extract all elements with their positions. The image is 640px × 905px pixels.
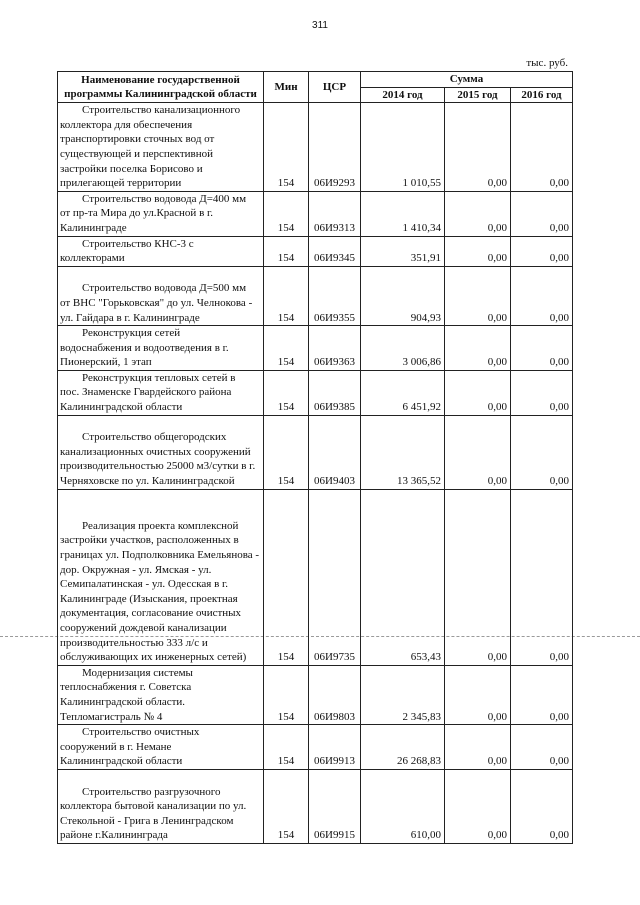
program-name-cell	[58, 191, 264, 236]
min-cell: 154	[264, 415, 309, 489]
amount-2015-cell: 0,00	[445, 326, 511, 371]
header-sum: Сумма	[361, 72, 573, 88]
header-min: Мин	[264, 72, 309, 103]
amount-2014-cell: 904,93	[361, 266, 445, 325]
program-name-line	[60, 490, 261, 505]
program-name-line: Строительство водовода Д=400 мм	[82, 192, 247, 205]
min-cell: 154	[264, 769, 309, 843]
program-name-line: Калининграде (Изыскания, проектная	[60, 592, 238, 605]
csr-cell: 06И9293	[309, 103, 361, 192]
program-name-cell	[58, 489, 264, 665]
program-name-line: районе г.Калининграда	[60, 829, 168, 842]
table-row	[58, 370, 573, 415]
program-name-line: документация, согласование очистных	[60, 607, 242, 620]
table-row	[58, 103, 573, 192]
amount-2016-cell: 0,00	[511, 326, 573, 371]
amount-2014-cell: 1 010,55	[361, 103, 445, 192]
amount-2016-cell: 0,00	[511, 489, 573, 665]
program-name-line: коллекторами	[60, 252, 125, 265]
amount-2016-cell: 0,00	[511, 725, 573, 770]
program-name-line	[60, 770, 261, 785]
min-cell: 154	[264, 370, 309, 415]
amount-2015-cell: 0,00	[445, 665, 511, 724]
amount-2015-cell: 0,00	[445, 769, 511, 843]
program-name-line: теплоснабжения г. Советска	[60, 681, 192, 694]
program-name-line: сооружений дождевой канализации	[60, 621, 227, 634]
program-name-line: Тепломагистраль № 4	[60, 710, 163, 723]
program-name-line: коллектора бытовой канализации по ул.	[60, 800, 247, 813]
program-name-cell	[58, 370, 264, 415]
program-name-line: Черняховске по ул. Калининградской	[60, 475, 235, 488]
program-name-line: от пр-та Мира до ул.Красной в г.	[60, 207, 214, 220]
program-name-line: застройки участков, расположенных в	[60, 534, 239, 547]
header-2016: 2016 год	[511, 87, 573, 103]
min-cell: 154	[264, 326, 309, 371]
program-name-line: Реконструкция сетей	[82, 327, 181, 340]
program-name-cell	[58, 725, 264, 770]
program-name-line: границах ул. Подполковника Емельянова -	[60, 549, 260, 561]
csr-cell: 06И9803	[309, 665, 361, 724]
program-name-line: Строительство канализационного	[82, 104, 241, 117]
csr-cell: 06И9915	[309, 769, 361, 843]
program-name-line: Реконструкция тепловых сетей в	[82, 371, 236, 384]
min-cell: 154	[264, 489, 309, 665]
program-name-line: Строительство разгрузочного	[82, 785, 221, 798]
table-row	[58, 725, 573, 770]
amount-2015-cell: 0,00	[445, 725, 511, 770]
amount-2014-cell: 3 006,86	[361, 326, 445, 371]
program-name-line: пос. Знаменске Гвардейского района	[60, 386, 232, 399]
amount-2016-cell: 0,00	[511, 415, 573, 489]
program-name-cell	[58, 326, 264, 371]
csr-cell: 06И9913	[309, 725, 361, 770]
program-name-cell	[58, 236, 264, 266]
amount-2014-cell: 2 345,83	[361, 665, 445, 724]
program-name-line: дор. Окружная - ул. Ямская - ул.	[60, 563, 212, 576]
program-name-line: Стекольной - Грига в Ленинградском	[60, 814, 234, 827]
program-name-line: сооружений в г. Немане	[60, 740, 172, 753]
program-name-line: Строительство очистных	[82, 726, 200, 739]
amount-2014-cell: 610,00	[361, 769, 445, 843]
csr-cell: 06И9313	[309, 191, 361, 236]
program-name-line	[60, 416, 261, 431]
csr-cell: 06И9403	[309, 415, 361, 489]
program-name-cell	[58, 266, 264, 325]
csr-cell: 06И9355	[309, 266, 361, 325]
table-row	[58, 326, 573, 371]
csr-cell: 06И9735	[309, 489, 361, 665]
program-name-line	[60, 504, 261, 519]
amount-2014-cell: 26 268,83	[361, 725, 445, 770]
program-name-line: коллектора для обеспечения	[60, 118, 193, 131]
header-2014: 2014 год	[361, 87, 445, 103]
units-label: тыс. руб.	[526, 57, 568, 69]
program-name-line: Реализация проекта комплексной	[82, 519, 239, 532]
program-name-cell	[58, 103, 264, 192]
program-name-line: Калининградской области	[60, 755, 183, 768]
amount-2015-cell: 0,00	[445, 191, 511, 236]
header-2015: 2015 год	[445, 87, 511, 103]
table-body	[58, 103, 573, 844]
min-cell: 154	[264, 725, 309, 770]
amount-2016-cell: 0,00	[511, 665, 573, 724]
header-program-name: Наименование государственной программы Калининградской области	[58, 72, 264, 103]
program-name-cell	[58, 769, 264, 843]
program-name-cell	[58, 415, 264, 489]
table-row	[58, 236, 573, 266]
program-name-line: производительностью 25000 м3/сутки в г.	[60, 460, 256, 473]
program-name-line: Калининградской области.	[60, 695, 186, 708]
program-name-line: производительностью 333 л/с и	[60, 636, 208, 649]
table-row	[58, 191, 573, 236]
program-name-line: застройки поселка Борисово и	[60, 162, 203, 175]
program-name-line: ул. Гайдара в г. Калининграде	[60, 311, 200, 324]
program-name-line: Строительство водовода Д=500 мм	[82, 282, 247, 295]
min-cell: 154	[264, 103, 309, 192]
header-csr: ЦСР	[309, 72, 361, 103]
amount-2015-cell: 0,00	[445, 489, 511, 665]
program-name-line: Калининградской области	[60, 401, 183, 414]
table-row	[58, 665, 573, 724]
table-row	[58, 415, 573, 489]
table-row	[58, 769, 573, 843]
csr-cell: 06И9363	[309, 326, 361, 371]
program-name-line	[60, 267, 261, 282]
min-cell: 154	[264, 266, 309, 325]
amount-2015-cell: 0,00	[445, 266, 511, 325]
program-name-line: Семипалатинская - ул. Одесская в г.	[60, 578, 229, 591]
amount-2015-cell: 0,00	[445, 236, 511, 266]
program-name-line: прилегающей территории	[60, 177, 182, 190]
program-name-line: Модернизация системы	[82, 666, 193, 679]
amount-2015-cell: 0,00	[445, 103, 511, 192]
amount-2016-cell: 0,00	[511, 236, 573, 266]
amount-2014-cell: 653,43	[361, 489, 445, 665]
amount-2014-cell: 351,91	[361, 236, 445, 266]
program-name-line: обслуживающих их инженерных сетей)	[60, 651, 247, 664]
amount-2016-cell: 0,00	[511, 103, 573, 192]
amount-2016-cell: 0,00	[511, 769, 573, 843]
csr-cell: 06И9385	[309, 370, 361, 415]
budget-table	[57, 71, 573, 844]
min-cell: 154	[264, 236, 309, 266]
min-cell: 154	[264, 191, 309, 236]
program-name-line: транспортировки сточных вод от	[60, 133, 215, 146]
table-row	[58, 489, 573, 665]
csr-cell: 06И9345	[309, 236, 361, 266]
page-number: 311	[312, 20, 328, 31]
amount-2016-cell: 0,00	[511, 370, 573, 415]
table-row	[58, 266, 573, 325]
amount-2014-cell: 13 365,52	[361, 415, 445, 489]
amount-2015-cell: 0,00	[445, 415, 511, 489]
amount-2015-cell: 0,00	[445, 370, 511, 415]
amount-2016-cell: 0,00	[511, 266, 573, 325]
program-name-line: Калининграде	[60, 221, 127, 234]
program-name-line: от ВНС "Горьковская" до ул. Челнокова -	[60, 296, 253, 309]
program-name-line: водоснабжения и водоотведения в г.	[60, 341, 229, 354]
amount-2014-cell: 6 451,92	[361, 370, 445, 415]
program-name-cell	[58, 665, 264, 724]
program-name-line: Строительство общегородских	[82, 431, 227, 444]
program-name-line: существующей и перспективной	[60, 147, 213, 160]
amount-2016-cell: 0,00	[511, 191, 573, 236]
min-cell: 154	[264, 665, 309, 724]
program-name-line: Строительство КНС-3 с	[82, 237, 194, 250]
program-name-line: Пионерский, 1 этап	[60, 356, 152, 369]
program-name-line: канализационных очистных сооружений	[60, 445, 251, 458]
amount-2014-cell: 1 410,34	[361, 191, 445, 236]
